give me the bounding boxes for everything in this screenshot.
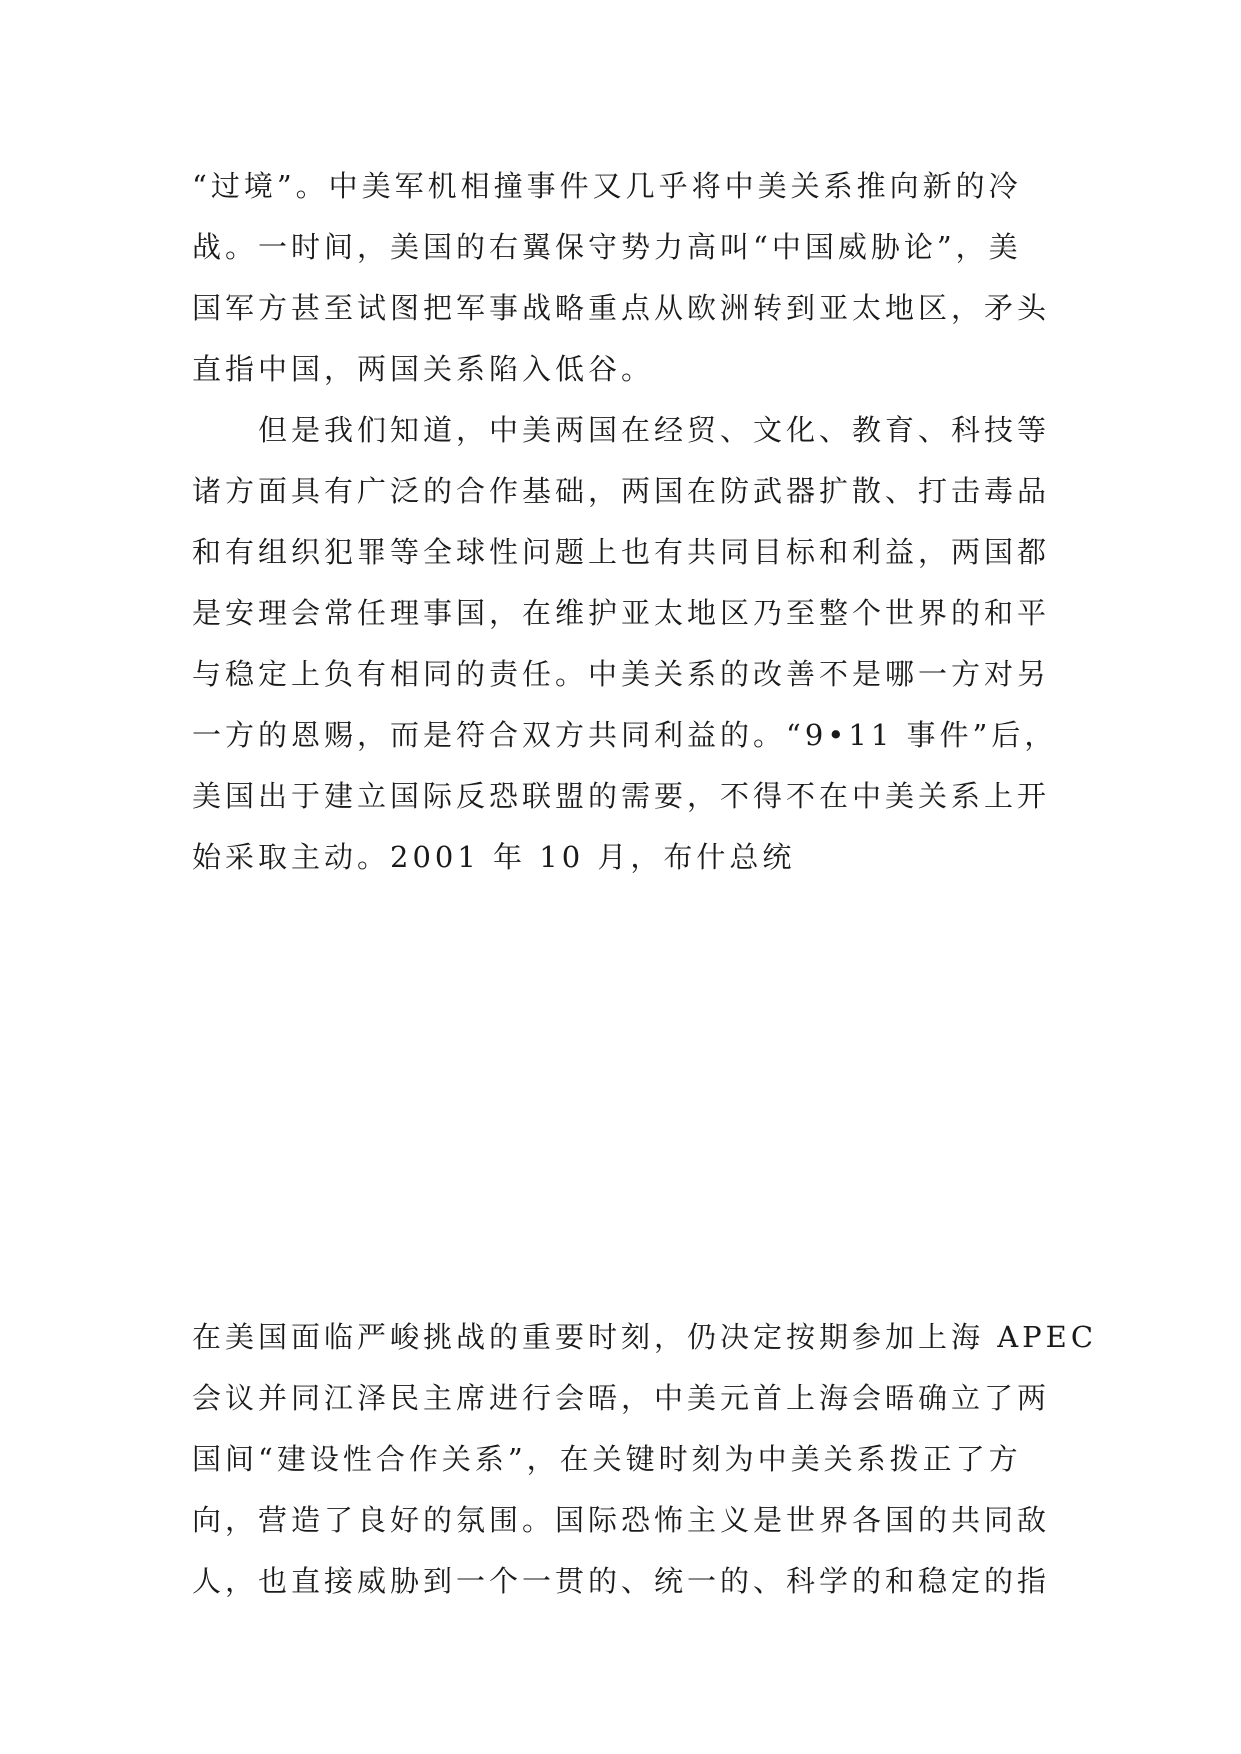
text-block-upper	[192, 156, 1058, 888]
text-line: 国军方甚至试图把军事战略重点从欧洲转到亚太地区，矛头	[192, 291, 1051, 325]
text-block-lower	[192, 1307, 1098, 1612]
text-line: 国间“建设性合作关系”，在关键时刻为中美关系拨正了方	[192, 1442, 1022, 1476]
text-line: 会议并同江泽民主席进行会晤，中美元首上海会晤确立了两	[192, 1381, 1051, 1415]
text-line: 战。一时间，美国的右翼保守势力高叫“中国威胁论”，美	[192, 230, 1022, 264]
text-line: 和有组织犯罪等全球性问题上也有共同目标和利益，两国都	[192, 535, 1051, 569]
text-line: 是安理会常任理事国，在维护亚太地区乃至整个世界的和平	[192, 596, 1051, 630]
paragraph-first-line: 但是我们知道，中美两国在经贸、文化、教育、科技等	[258, 413, 1051, 447]
text-line: 向，营造了良好的氛围。国际恐怖主义是世界各国的共同敌	[192, 1503, 1051, 1537]
text-line: 美国出于建立国际反恐联盟的需要，不得不在中美关系上开	[192, 779, 1051, 813]
text-line: 一方的恩赐，而是符合双方共同利益的。“9•11 事件”后，	[192, 718, 1058, 752]
text-line: 诸方面具有广泛的合作基础，两国在防武器扩散、打击毒品	[192, 474, 1051, 508]
text-line: “过境”。中美军机相撞事件又几乎将中美关系推向新的冷	[192, 169, 1022, 203]
text-line: 与稳定上负有相同的责任。中美关系的改善不是哪一方对另	[192, 657, 1051, 691]
text-line: 直指中国，两国关系陷入低谷。	[192, 352, 655, 386]
text-line: 人，也直接威胁到一个一贯的、统一的、科学的和稳定的指	[192, 1564, 1051, 1598]
text-line: 始采取主动。2001 年 10 月，布什总统	[192, 840, 796, 874]
text-line: 在美国面临严峻挑战的重要时刻，仍决定按期参加上海 APEC	[192, 1320, 1098, 1354]
